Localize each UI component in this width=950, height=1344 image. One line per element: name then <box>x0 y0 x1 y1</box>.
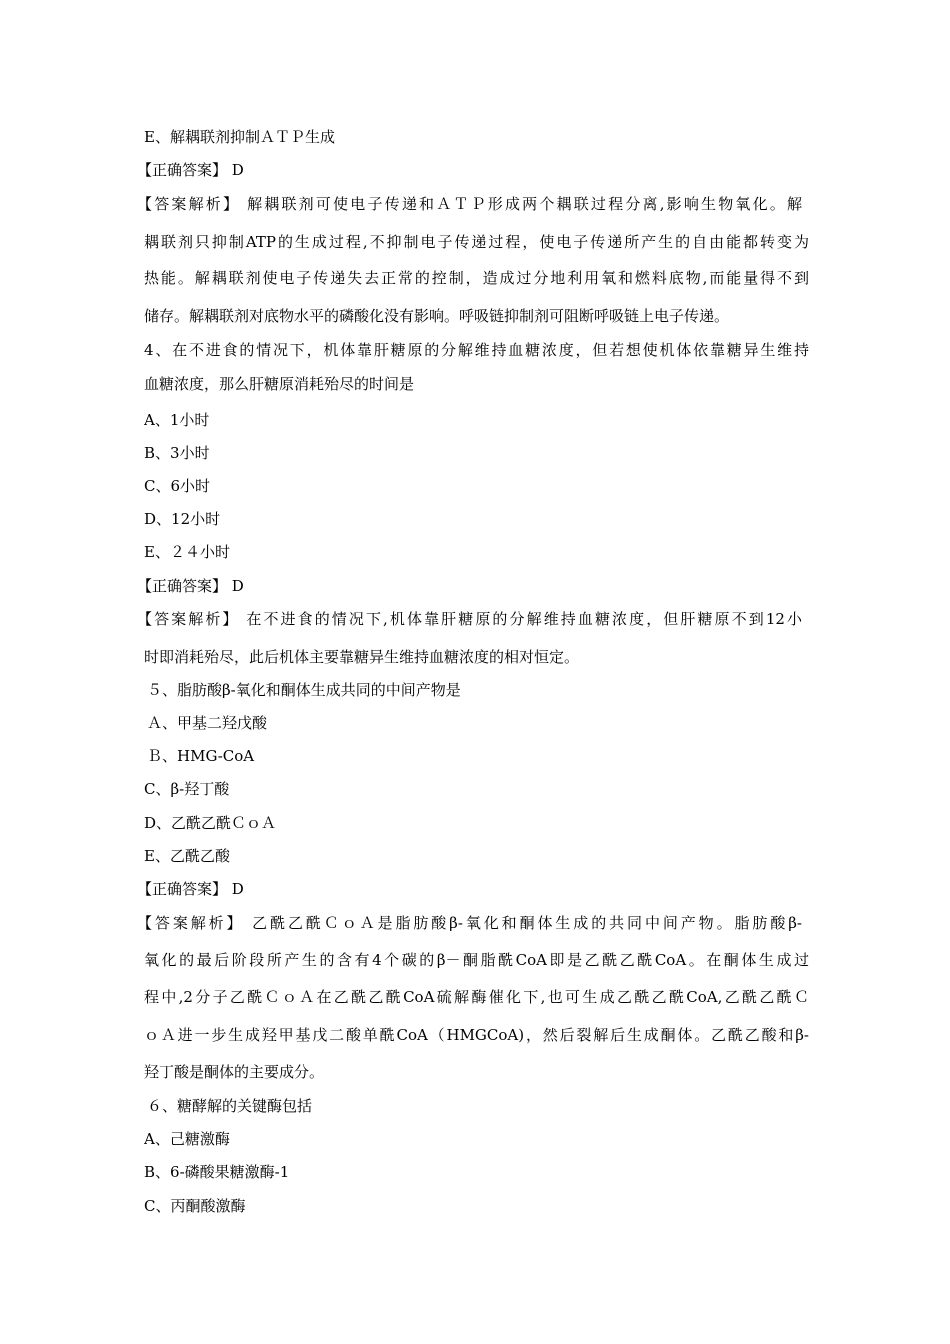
option-e-q3: E、解耦联剂抑制ＡＴＰ生成 <box>144 128 335 146</box>
correct-answer-q4: 【正确答案】 D <box>137 577 244 595</box>
option-b-q4: B、3小时 <box>144 444 210 462</box>
option-c-q4: C、6小时 <box>144 477 211 495</box>
option-a-q5: Ａ、甲基二羟戊酸 <box>147 714 268 732</box>
option-a-q4: A、1小时 <box>144 411 210 429</box>
correct-answer-q3: 【正确答案】 D <box>137 161 244 179</box>
option-d-q4: D、12小时 <box>144 510 221 528</box>
option-d-q5: D、乙酰乙酰ＣｏＡ <box>144 814 277 832</box>
analysis-q5-line3: 程中,2分子乙酰ＣｏＡ在乙酰乙酰CoA硫解酶催化下,也可生成乙酰乙酰CoA,乙酰乙酰Ｃ <box>144 988 809 1006</box>
analysis-q4-line2: 时即消耗殆尽，此后机体主要靠糖异生维持血糖浓度的相对恒定。 <box>144 648 580 666</box>
correct-answer-q5: 【正确答案】 D <box>137 880 244 898</box>
answer-analysis-q3: 【答案解析】 解耦联剂可使电子传递和ＡＴＰ形成两个耦联过程分离,影响生物氧化。解 <box>137 195 802 213</box>
question-5: ５、脂肪酸β-氧化和酮体生成共同的中间产物是 <box>147 681 461 699</box>
analysis-q3-line4: 储存。解耦联剂对底物水平的磷酸化没有影响。呼吸链抑制剂可阻断呼吸链上电子传递。 <box>144 307 730 325</box>
question-4: 4、在不进食的情况下，机体靠肝糖原的分解维持血糖浓度，但若想使机体依靠糖异生维持 <box>144 341 809 359</box>
option-b-q5: Ｂ、HMG-CoA <box>147 747 255 765</box>
analysis-q5-line5: 羟丁酸是酮体的主要成分。 <box>144 1063 325 1081</box>
question-6: ６、糖酵解的关键酶包括 <box>147 1097 313 1115</box>
answer-analysis-q4: 【答案解析】 在不进食的情况下,机体靠肝糖原的分解维持血糖浓度，但肝糖原不到12小 <box>137 610 802 628</box>
analysis-q5-line4: ｏＡ进一步生成羟甲基戊二酸单酰CoA（HMGCoA)，然后裂解后生成酮体。乙酰乙酸和β- <box>144 1026 809 1044</box>
option-e-q5: E、乙酰乙酸 <box>144 847 230 865</box>
option-c-q5: C、β-羟丁酸 <box>144 780 230 798</box>
option-b-q6: B、6-磷酸果糖激酶-1 <box>144 1163 290 1181</box>
answer-analysis-q5: 【答案解析】 乙酰乙酰ＣｏＡ是脂肪酸β-氧化和酮体生成的共同中间产物。脂肪酸β- <box>137 914 802 932</box>
analysis-q5-line2: 氧化的最后阶段所产生的含有4个碳的β－酮脂酰CoA即是乙酰乙酰CoA。在酮体生成过 <box>144 951 809 969</box>
question-4-line2: 血糖浓度，那么肝糖原消耗殆尽的时间是 <box>144 375 415 393</box>
analysis-q3-line3: 热能。解耦联剂使电子传递失去正常的控制，造成过分地利用氧和燃料底物,而能量得不到 <box>144 269 809 287</box>
option-c-q6: C、丙酮酸激酶 <box>144 1197 246 1215</box>
option-a-q6: A、己糖激酶 <box>144 1130 230 1148</box>
analysis-q3-line2: 耦联剂只抑制ATP的生成过程,不抑制电子传递过程，使电子传递所产生的自由能都转变为 <box>144 233 809 251</box>
option-e-q4: E、２４小时 <box>144 543 230 561</box>
